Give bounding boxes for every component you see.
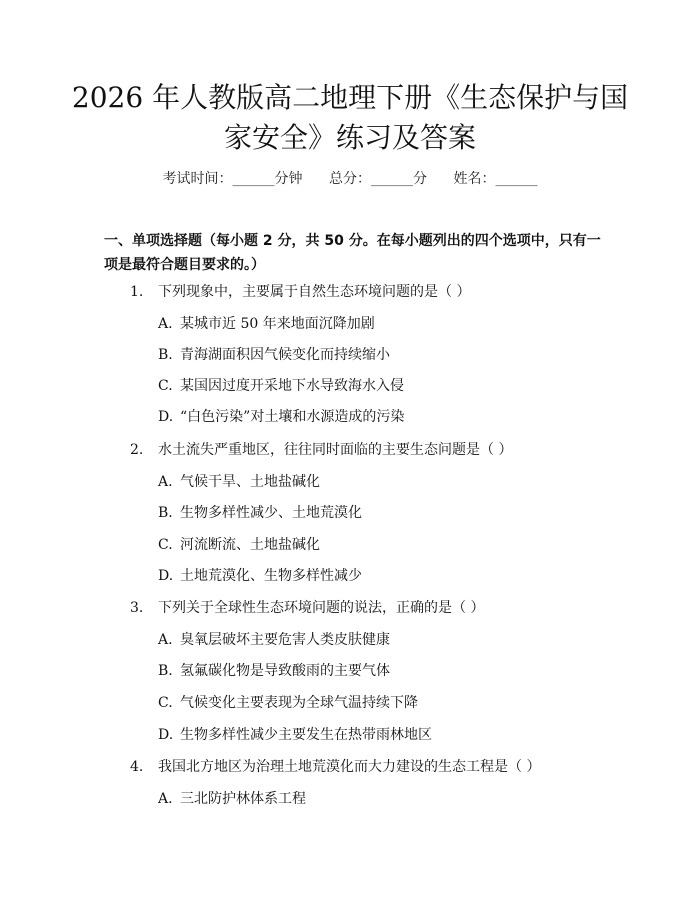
option-text: 土地荒漠化、生物多样性减少 (180, 568, 362, 584)
option-1a (158, 314, 375, 334)
option-letter: C. (158, 378, 173, 394)
option-text: 臭氧层破坏主要危害人类皮肤健康 (180, 632, 390, 648)
question-number: 1. (130, 284, 144, 300)
option-text: 三北防护林体系工程 (180, 791, 306, 807)
option-3d (158, 725, 432, 745)
option-2b (158, 503, 362, 523)
question-text: 下列现象中，主要属于自然生态环境问题的是（ ） (158, 284, 471, 300)
option-letter: A. (158, 474, 173, 490)
exam-info (0, 168, 700, 188)
title-line-2: 家安全》练习及答案 (223, 121, 476, 154)
option-letter: A. (158, 632, 173, 648)
title-line-1: 2026 年人教版高二地理下册《生态保护与国 (71, 81, 629, 114)
exam-time: 考试时间：______分钟 (162, 171, 303, 187)
option-3b (158, 661, 390, 681)
option-letter: C. (158, 695, 173, 711)
option-text: 生物多样性减少、土地荒漠化 (180, 505, 362, 521)
option-letter: B. (158, 505, 173, 521)
question-text: 下列关于全球性生态环境问题的说法，正确的是（ ） (158, 600, 485, 616)
option-2c (158, 535, 320, 555)
option-3c (158, 693, 418, 713)
document-title (60, 78, 640, 158)
option-4a (158, 789, 306, 809)
option-1d (158, 407, 404, 427)
question-text: 我国北方地区为治理土地荒漠化而大力建设的生态工程是（ ） (158, 759, 541, 775)
option-text: 某城市近 50 年来地面沉降加剧 (180, 316, 375, 332)
option-text: 生物多样性减少主要发生在热带雨林地区 (180, 727, 432, 743)
option-letter: D. (158, 409, 174, 425)
option-3a (158, 630, 390, 650)
option-letter: B. (158, 347, 173, 363)
question-number: 4. (130, 759, 144, 775)
total-score: 总分：______分 (329, 171, 427, 187)
option-text: 气候变化主要表现为全球气温持续下降 (180, 695, 418, 711)
question-number: 2. (130, 442, 144, 458)
option-letter: B. (158, 663, 173, 679)
option-letter: A. (158, 791, 173, 807)
question-4 (130, 757, 540, 777)
question-1 (130, 282, 470, 302)
option-letter: D. (158, 568, 174, 584)
option-text: 河流断流、土地盐碱化 (180, 537, 320, 553)
student-name: 姓名：______ (453, 171, 538, 187)
option-2d (158, 566, 362, 586)
option-letter: D. (158, 727, 174, 743)
section-heading: 一、单项选择题（每小题 2 分，共 50 分。在每小题列出的四个选项中，只有一项是最符合题目要求的。） (104, 233, 601, 273)
option-text: 青海湖面积因气候变化而持续缩小 (180, 347, 390, 363)
option-text: 氢氟碳化物是导致酸雨的主要气体 (180, 663, 390, 679)
option-text: 某国因过度开采地下水导致海水入侵 (180, 378, 404, 394)
option-letter: C. (158, 537, 173, 553)
question-number: 3. (130, 600, 144, 616)
option-letter: A. (158, 316, 173, 332)
question-3 (130, 598, 484, 618)
option-2a (158, 472, 320, 492)
option-text: “白色污染”对土壤和水源造成的污染 (180, 409, 405, 425)
option-1c (158, 376, 404, 396)
question-2 (130, 440, 512, 460)
question-text: 水土流失严重地区，往往同时面临的主要生态问题是（ ） (158, 442, 513, 458)
option-1b (158, 345, 390, 365)
option-text: 气候干旱、土地盐碱化 (180, 474, 320, 490)
